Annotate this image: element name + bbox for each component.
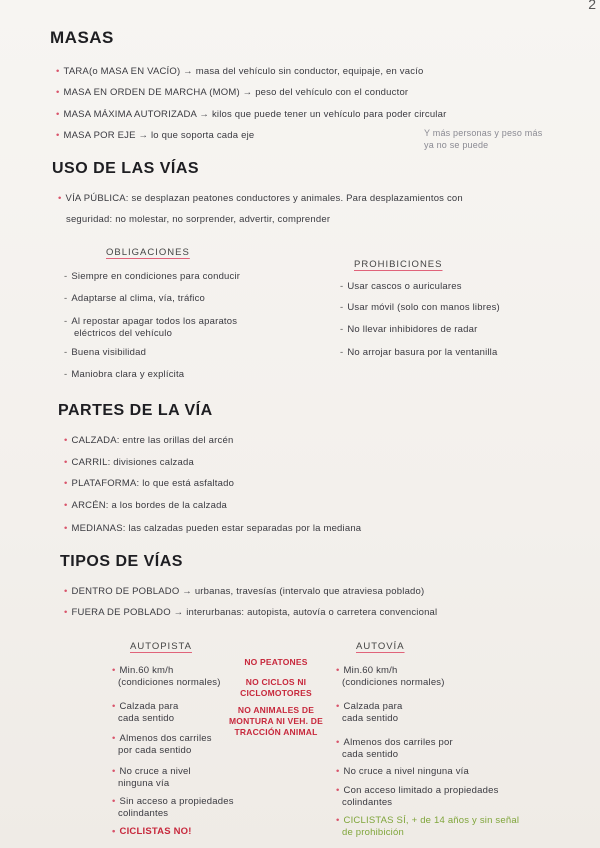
autovia-item-2-cont: cada sentido bbox=[342, 713, 399, 724]
masas-side-note-2: ya no se puede bbox=[424, 140, 489, 150]
masas-item-mom: • MASA EN ORDEN DE MARCHA (MOM) → peso del vehículo con el conductor bbox=[56, 87, 408, 98]
autopista-item-4: • No cruce a nivel bbox=[112, 766, 191, 777]
autovia-item-1-cont: (condiciones normales) bbox=[342, 677, 445, 688]
masas-item-mma: • MASA MÁXIMA AUTORIZADA → kilos que puede tener un vehículo para poder circular bbox=[56, 109, 446, 120]
oblig-title: OBLIGACIONES bbox=[106, 247, 190, 258]
oblig-item-5: - Maniobra clara y explícita bbox=[64, 369, 184, 380]
section-title-tipos: TIPOS DE VÍAS bbox=[60, 553, 183, 570]
autopista-item-5: • Sin acceso a propiedades bbox=[112, 796, 234, 807]
autovia-ciclistas: • CICLISTAS SÍ, + de 14 años y sin señal bbox=[336, 815, 519, 826]
red-note-animales: NO ANIMALES DE MONTURA NI VEH. DE TRACCIÓN ANIMAL bbox=[229, 705, 323, 737]
tipos-item-fuera: • FUERA DE POBLADO → interurbanas: autopista, autovía o carretera convencional bbox=[64, 607, 437, 618]
red-note-peatones: NO PEATONES bbox=[244, 657, 308, 667]
autovia-item-5: • Con acceso limitado a propiedades bbox=[336, 785, 499, 796]
masas-item-eje: • MASA POR EJE → lo que soporta cada eje bbox=[56, 130, 254, 141]
autopista-item-5-cont: colindantes bbox=[118, 808, 169, 819]
autopista-item-1-cont: (condiciones normales) bbox=[118, 677, 221, 688]
oblig-item-1: - Siempre en condiciones para conducir bbox=[64, 271, 240, 282]
partes-item-arcen: • ARCÉN: a los bordes de la calzada bbox=[64, 500, 227, 511]
oblig-item-2: - Adaptarse al clima, vía, tráfico bbox=[64, 293, 205, 304]
page-corner-mark: 2 bbox=[588, 0, 596, 12]
autovia-item-3: • Almenos dos carriles por bbox=[336, 737, 453, 748]
partes-item-medianas: • MEDIANAS: las calzadas pueden estar separadas por la mediana bbox=[64, 523, 361, 534]
autopista-item-2: • Calzada para bbox=[112, 701, 178, 712]
prohib-item-2: - Usar móvil (solo con manos libres) bbox=[340, 302, 500, 313]
red-note-ciclos: NO CICLOS NI CICLOMOTORES bbox=[240, 677, 312, 698]
section-title-uso: USO DE LAS VÍAS bbox=[52, 160, 200, 177]
autovia-item-4: • No cruce a nivel ninguna vía bbox=[336, 766, 469, 777]
autovia-item-3-cont: cada sentido bbox=[342, 749, 399, 760]
masas-side-note-1: Y más personas y peso más bbox=[424, 128, 543, 138]
partes-item-plataforma: • PLATAFORMA: lo que está asfaltado bbox=[64, 478, 234, 489]
tipos-item-dentro: • DENTRO DE POBLADO → urbanas, travesías (intervalo que atraviesa poblado) bbox=[64, 586, 424, 597]
autovia-title: AUTOVÍA bbox=[356, 641, 405, 652]
autovia-ciclistas-cont: de prohibición bbox=[342, 827, 404, 838]
autovia-item-5-cont: colindantes bbox=[342, 797, 393, 808]
prohib-item-1: - Usar cascos o auriculares bbox=[340, 281, 462, 292]
oblig-item-3-cont: eléctricos del vehículo bbox=[74, 328, 173, 339]
uso-item-via-publica-cont: seguridad: no molestar, no sorprender, advertir, comprender bbox=[66, 214, 331, 225]
autopista-ciclistas: • CICLISTAS NO! bbox=[112, 826, 192, 837]
autopista-item-3-cont: por cada sentido bbox=[118, 745, 192, 756]
autovia-item-1: • Min.60 km/h bbox=[336, 665, 397, 676]
autopista-title: AUTOPISTA bbox=[130, 641, 192, 652]
partes-item-carril: • CARRIL: divisiones calzada bbox=[64, 457, 194, 468]
oblig-item-4: - Buena visibilidad bbox=[64, 347, 146, 358]
section-title-masas: MASAS bbox=[50, 28, 114, 47]
prohib-title: PROHIBICIONES bbox=[354, 259, 443, 270]
oblig-item-3: - Al repostar apagar todos los aparatos bbox=[64, 316, 237, 327]
prohib-item-4: - No arrojar basura por la ventanilla bbox=[340, 347, 497, 358]
autovia-item-2: • Calzada para bbox=[336, 701, 402, 712]
autopista-item-4-cont: ninguna vía bbox=[118, 778, 170, 789]
section-title-partes: PARTES DE LA VÍA bbox=[58, 402, 213, 419]
autopista-item-1: • Min.60 km/h bbox=[112, 665, 173, 676]
prohib-item-3: - No llevar inhibidores de radar bbox=[340, 324, 477, 335]
autopista-item-2-cont: cada sentido bbox=[118, 713, 175, 724]
autopista-item-3: • Almenos dos carriles bbox=[112, 733, 212, 744]
uso-item-via-publica: • VÍA PÚBLICA: se desplazan peatones conductores y animales. Para desplazamientos con bbox=[58, 193, 463, 204]
partes-item-calzada: • CALZADA: entre las orillas del arcén bbox=[64, 435, 233, 446]
masas-item-tara: • TARA(o MASA EN VACÍO) → masa del vehículo sin conductor, equipaje, en vacío bbox=[56, 66, 424, 77]
